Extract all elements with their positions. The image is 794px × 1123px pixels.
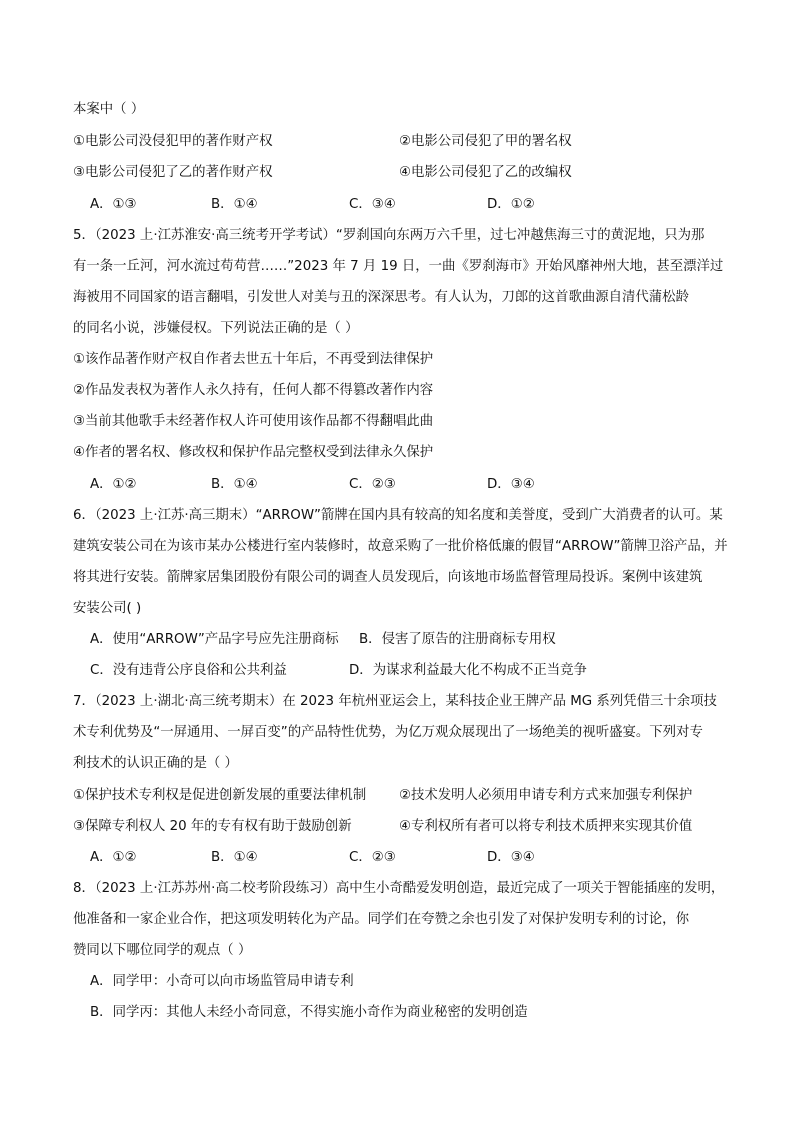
q6-stem-line-1: 6．（2023 上·江苏·高三期末）“ARROW”箭牌在国内具有较高的知名度和美誉度，受到广大消费者的认可。某	[73, 508, 723, 523]
q7-option-3: ③保障专利权人 20 年的专有权有助于鼓励创新	[73, 819, 352, 834]
q5-stem-line-1: 5．（2023 上·江苏淮安·高三统考开学考试）“罗刹国向东两万六千里，过七冲越焦海三寸的黄泥地，只为那	[73, 228, 705, 243]
q4-option-2: ②电影公司侵犯了甲的署名权	[399, 134, 572, 149]
q5-option-1: ①该作品著作财产权自作者去世五十年后，不再受到法律保护	[73, 352, 434, 367]
q8-stem-line-3: 赞同以下哪位同学的观点（ ）	[73, 943, 252, 958]
q6-choice-a: A．使用“ARROW”产品字号应先注册商标	[90, 632, 339, 647]
q5-choice-c: C．②③	[349, 477, 396, 492]
q4-choice-d: D．①②	[487, 197, 535, 212]
q7-option-2: ②技术发明人必须用申请专利方式来加强专利保护	[399, 788, 693, 803]
q5-stem-line-2: 有一条一丘河，河水流过苟苟营……”2023 年 7 月 19 日，一曲《罗刹海市》开始风靡神州大地，甚至漂洋过	[73, 259, 724, 274]
q6-choice-c: C．没有违背公序良俗和公共利益	[90, 663, 287, 678]
q7-stem-line-2: 术专利优势及“一屏通用、一屏百变”的产品特性优势，为亿万观众展现出了一场绝美的视听盛宴。下列对专	[73, 725, 703, 740]
q6-stem-line-2: 建筑安装公司在为该市某办公楼进行室内装修时，故意采购了一批价格低廉的假冒“ARROW”箭牌卫浴产品，并	[73, 539, 728, 554]
q5-stem-line-4: 的同名小说，涉嫌侵权。下列说法正确的是（ ）	[73, 321, 359, 336]
q5-option-3: ③当前其他歌手未经著作权人许可使用该作品都不得翻唱此曲	[73, 414, 434, 429]
q7-stem-line-3: 利技术的认识正确的是（ ）	[73, 756, 238, 771]
q5-choice-d: D．③④	[487, 477, 535, 492]
q7-choice-c: C．②③	[349, 850, 396, 865]
q4-option-3: ③电影公司侵犯了乙的著作财产权	[73, 165, 273, 180]
q5-option-2: ②作品发表权为著作人永久持有，任何人都不得篡改著作内容	[73, 383, 434, 398]
q5-choice-b: B．①④	[211, 477, 258, 492]
q7-choice-d: D．③④	[487, 850, 535, 865]
q7-choice-a: A．①②	[90, 850, 137, 865]
q8-choice-b: B．同学丙：其他人未经小奇同意，不得实施小奇作为商业秘密的发明创造	[90, 1005, 528, 1020]
q4-stem-tail: 本案中（ ）	[73, 102, 145, 117]
q4-option-1: ①电影公司没侵犯甲的著作财产权	[73, 134, 273, 149]
q8-stem-line-2: 他准备和一家企业合作，把这项发明转化为产品。同学们在夸赞之余也引发了对保护发明专利的讨论，你	[73, 912, 689, 927]
q6-choice-d: D．为谋求利益最大化不构成不正当竞争	[349, 663, 587, 678]
q8-stem-line-1: 8．（2023 上·江苏苏州·高二校考阶段练习）高中生小奇酷爱发明创造，最近完成了一项关于智能插座的发明，	[73, 881, 725, 896]
q4-option-4: ④电影公司侵犯了乙的改编权	[399, 165, 572, 180]
q5-option-4: ④作者的署名权、修改权和保护作品完整权受到法律永久保护	[73, 445, 434, 460]
q4-choice-c: C．③④	[349, 197, 396, 212]
q7-option-4: ④专利权所有者可以将专利技术质押来实现其价值	[399, 819, 693, 834]
q4-choice-a: A．①③	[90, 197, 137, 212]
q6-stem-line-4: 安装公司( )	[73, 601, 142, 616]
q7-choice-b: B．①④	[211, 850, 258, 865]
q4-choice-b: B．①④	[211, 197, 258, 212]
q5-stem-line-3: 海被用不同国家的语言翻唱，引发世人对美与丑的深深思考。有人认为，刀郎的这首歌曲源自清代蒲松龄	[73, 290, 689, 305]
q7-option-1: ①保护技术专利权是促进创新发展的重要法律机制	[73, 788, 367, 803]
q5-choice-a: A．①②	[90, 477, 137, 492]
q7-stem-line-1: 7．（2023 上·湖北·高三统考期末）在 2023 年杭州亚运会上，某科技企业王牌产品 MG 系列凭借三十余项技	[73, 694, 717, 709]
q6-choice-b: B．侵害了原告的注册商标专用权	[359, 632, 556, 647]
q8-choice-a: A．同学甲：小奇可以向市场监管局申请专利	[90, 974, 354, 989]
q6-stem-line-3: 将其进行安装。箭牌家居集团股份有限公司的调查人员发现后，向该地市场监督管理局投诉。案例中该建筑	[73, 570, 703, 585]
